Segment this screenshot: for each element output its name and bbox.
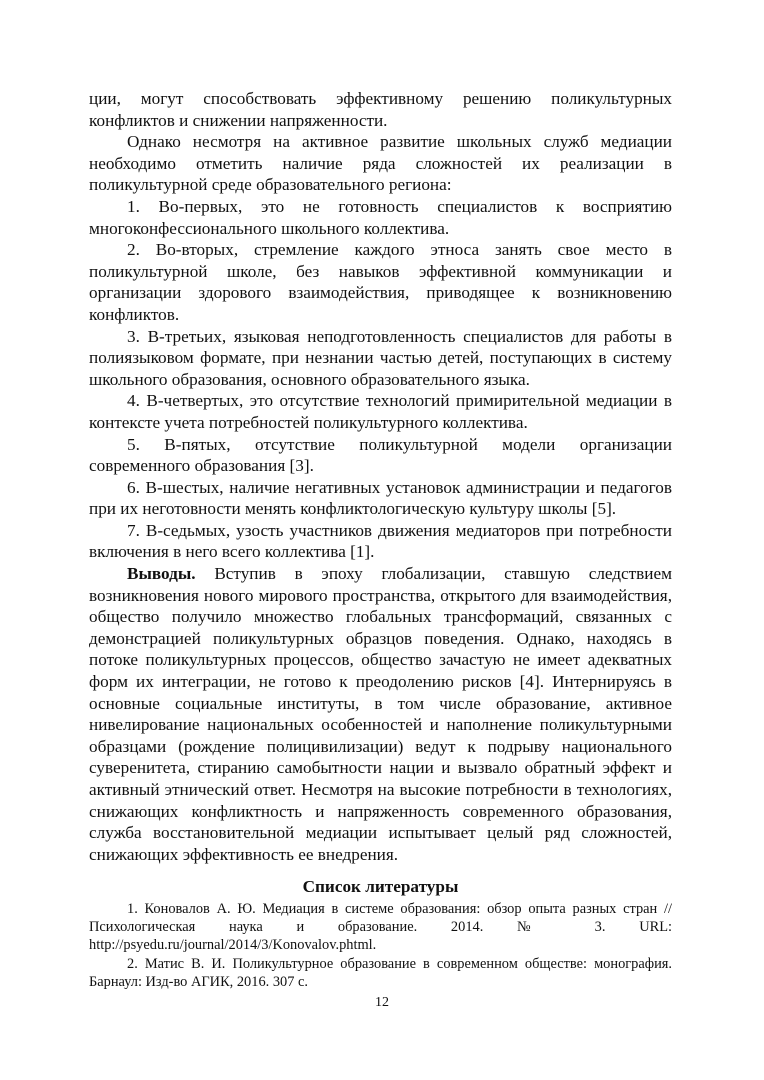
list-item-1: 1. Во-первых, это не готовность специалистов к восприятию многоконфессионального школьного коллектива. bbox=[89, 196, 672, 238]
list-item-5: 5. В-пятых, отсутствие поликультурной модели организации современного образования [3]. bbox=[89, 434, 672, 476]
conclusion-text: Вступив в эпоху глобализации, ставшую следствием возникновения нового мирового пространства, открытого для взаимодействия, общество получило множество глобальных трансформаций, связанных с демонстрацией поликультурных образцов поведения. Однако, находясь в потоке поликультурных процессов, общество зачастую не имеет адекватных форм их интеграции, не готово к преодолению рисков [4]. Интернируясь в основные социальные институты, в том числе образование, активное нивелирование национальных особенностей и наполнение поликультурными образцами (рождение полицивилизации) ведут к подрыву национального суверенитета, стиранию самобытности нации и вызвало обратный эффект и активный этнический ответ. Несмотря на высокие потребности в технологиях, снижающих конфликтность и напряженность современного образования, служба восстановительной медиации испытывает целый ряд сложностей, снижающих эффективность ее внедрения. bbox=[89, 564, 673, 864]
list-item-2: 2. Во-вторых, стремление каждого этноса занять свое место в поликультурной школе, без навыков эффективной коммуникации и организации здорового взаимодействия, приводящее к возникновению конфликтов. bbox=[89, 240, 672, 324]
paragraph-intro: Однако несмотря на активное развитие школьных служб медиации необходимо отметить наличие ряда сложностей их реализации в поликультурной среде образовательного региона: bbox=[89, 132, 672, 195]
list-item-3: 3. В-третьих, языковая неподготовленность специалистов для работы в полиязыковом формате, при незнании частью детей, поступающих в систему школьного образования, основного образовательного языка. bbox=[89, 326, 672, 389]
conclusion-paragraph bbox=[89, 563, 672, 865]
list-item-7: 7. В-седьмых, узость участников движения медиаторов при потребности включения в него всего коллектива [1]. bbox=[89, 520, 672, 562]
page-number: 12 bbox=[375, 995, 389, 1010]
document-page bbox=[89, 88, 672, 992]
list-item-4: 4. В-четвертых, это отсутствие технологий примирительной медиации в контексте учета потребностей поликультурного коллектива. bbox=[89, 391, 672, 432]
reference-item-1: 1. Коновалов А. Ю. Медиация в системе образования: обзор опыта разных стран // Психологическая наука и образование. 2014. № 3. URL: http://psyedu.ru/journal/2014/3/Konovalov.phtml. bbox=[89, 901, 672, 953]
conclusion-label: Выводы. bbox=[127, 564, 196, 584]
references-title: Список литературы bbox=[302, 877, 459, 897]
list-item-6: 6. В-шестых, наличие негативных установок администрации и педагогов при их неготовности менять конфликтологическую культуру школы [5]. bbox=[89, 477, 672, 519]
reference-item-2: 2. Матис В. И. Поликультурное образование в современном обществе: монография. Барнаул: Изд-во АГИК, 2016. 307 с. bbox=[89, 955, 672, 990]
paragraph-continuation: ции, могут способствовать эффективному решению поликультурных конфликтов и снижении напряженности. bbox=[89, 89, 672, 130]
